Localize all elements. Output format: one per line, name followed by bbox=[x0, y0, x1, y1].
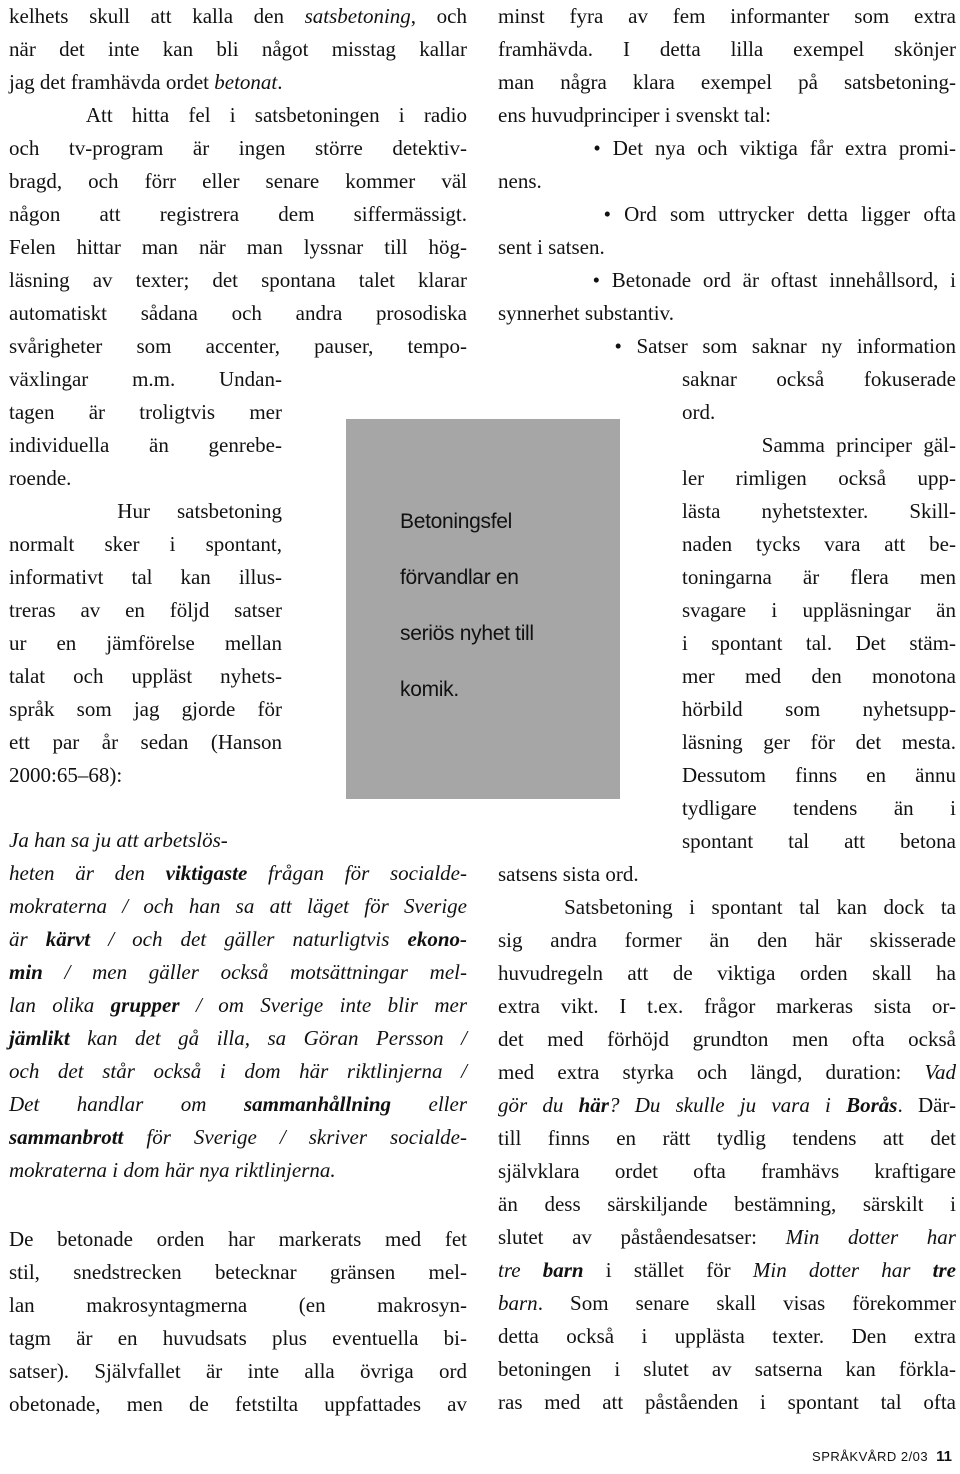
text-line: minst fyra av fem informanter som extra bbox=[498, 4, 956, 28]
text-line: i spontant tal. Det stäm- bbox=[682, 631, 956, 655]
pull-quote-line: Betoningsfel bbox=[400, 510, 512, 533]
text-line: heten är den viktigaste frågan för socialde- bbox=[9, 861, 467, 885]
text-line: sammanbrott för Sverige / skriver socialde- bbox=[9, 1125, 467, 1149]
pull-quote-line: seriös nyhet till bbox=[400, 622, 534, 645]
text-line: läsning av texter; det spontana talet klarar bbox=[9, 268, 467, 292]
text-line: hörbild som nyhetsupp- bbox=[682, 697, 956, 721]
text-line: roende. bbox=[9, 466, 72, 490]
text-line: läsning ger för det mesta. bbox=[682, 730, 956, 754]
text-line: och tv-program är ingen större detektiv- bbox=[9, 136, 467, 160]
text-line: ord. bbox=[682, 400, 716, 424]
text-line: framhävda. I detta lilla exempel skönjer bbox=[498, 37, 956, 61]
text-line: informativt tal kan illus- bbox=[9, 565, 282, 589]
text-line: lan olika grupper / om Sverige inte blir mer bbox=[9, 993, 467, 1017]
text-line: ras med att påståenden i spontant tal ofta bbox=[498, 1390, 956, 1414]
text-line: självklara ordet ofta framhävs kraftigare bbox=[498, 1159, 956, 1183]
magazine-issue: SPRÅKVÅRD 2/03 bbox=[812, 1449, 929, 1464]
text-line: betoningen i slutet av satserna kan förkla- bbox=[498, 1357, 956, 1381]
text-line: till finns en rätt tydlig tendens att det bbox=[498, 1126, 956, 1150]
text-line: naden tycks vara att be- bbox=[682, 532, 956, 556]
text-line: automatiskt sådana och andra prosodiska bbox=[9, 301, 467, 325]
text-line: extra vikt. I t.ex. frågor markeras sista or- bbox=[498, 994, 956, 1018]
text-line: • Betonade ord är oftast innehållsord, i bbox=[498, 268, 956, 292]
text-line: tre barn i stället för Min dotter har tre bbox=[498, 1258, 956, 1282]
text-line: saknar också fokuserade bbox=[682, 367, 956, 391]
text-line: ler rimligen också upp- bbox=[682, 466, 956, 490]
text-line: individuella än genrebe- bbox=[9, 433, 282, 457]
text-line: kelhets skull att kalla den satsbetoning, och bbox=[9, 4, 467, 28]
text-line: lan makrosyntagmerna (en makrosyn- bbox=[9, 1293, 467, 1317]
text-line: • Satser som saknar ny information bbox=[498, 334, 956, 358]
text-line: nens. bbox=[498, 169, 542, 193]
text-line: tagm är en huvudsats plus eventuella bi- bbox=[9, 1326, 467, 1350]
text-line: synnerhet substantiv. bbox=[498, 301, 674, 325]
text-line: Ja han sa ju att arbetslös- bbox=[9, 828, 228, 852]
text-line: mokraterna i dom här nya riktlinjerna. bbox=[9, 1158, 336, 1182]
text-line: satser). Självfallet är inte alla övriga ord bbox=[9, 1359, 467, 1383]
text-line: normalt sker i spontant, bbox=[9, 532, 282, 556]
text-line: spontant tal att betona bbox=[682, 829, 956, 853]
text-line: med extra styrka och längd, duration: Vad bbox=[498, 1060, 956, 1084]
text-line: bragd, och förr eller senare kommer väl bbox=[9, 169, 467, 193]
text-line: när det inte kan bli något misstag kallar bbox=[9, 37, 467, 61]
text-line: talat och uppläst nyhets- bbox=[9, 664, 282, 688]
text-line: växlingar m.m. Undan- bbox=[9, 367, 282, 391]
text-line: Att hitta fel i satsbetoningen i radio bbox=[9, 103, 467, 127]
text-line: språk som jag gjorde för bbox=[9, 697, 282, 721]
text-line: huvudregeln att de viktiga orden skall ha bbox=[498, 961, 956, 985]
text-line: obetonade, men de fetstilta uppfattades av bbox=[9, 1392, 467, 1416]
text-line: jämlikt kan det gå illa, sa Göran Persson / bbox=[9, 1026, 467, 1050]
text-line: treras av en följd satser bbox=[9, 598, 282, 622]
text-line: sig andra former än den här skisserade bbox=[498, 928, 956, 952]
text-line: än dess särskiljande bestämning, särskilt i bbox=[498, 1192, 956, 1216]
text-line: ur en jämförelse mellan bbox=[9, 631, 282, 655]
text-line: Dessutom finns en ännu bbox=[682, 763, 956, 787]
text-line: sent i satsen. bbox=[498, 235, 605, 259]
text-line: tagen är troligtvis mer bbox=[9, 400, 282, 424]
text-line: Satsbetoning i spontant tal kan dock ta bbox=[498, 895, 956, 919]
text-line: detta också i upplästa texter. Den extra bbox=[498, 1324, 956, 1348]
text-line: De betonade orden har markerats med fet bbox=[9, 1227, 467, 1251]
text-line: jag det framhävda ordet betonat. bbox=[9, 70, 283, 94]
text-line: gör du här? Du skulle ju vara i Borås. Där- bbox=[498, 1093, 956, 1117]
text-line: tydligare tendens än i bbox=[682, 796, 956, 820]
text-line: det med förhöjd grundton men ofta också bbox=[498, 1027, 956, 1051]
text-line: stil, snedstrecken betecknar gränsen mel- bbox=[9, 1260, 467, 1284]
page-footer bbox=[812, 1448, 952, 1466]
text-line: Det handlar om sammanhållning eller bbox=[9, 1092, 468, 1116]
text-line: slutet av påståendesatser: Min dotter har bbox=[498, 1225, 956, 1249]
text-line: mokraterna / och han sa att läget för Sverige bbox=[9, 894, 467, 918]
pull-quote-box bbox=[346, 419, 620, 799]
page-number: 11 bbox=[936, 1448, 952, 1465]
text-line: Felen hittar man när man lyssnar till hög- bbox=[9, 235, 467, 259]
text-line: och det står också i dom här riktlinjerna / bbox=[9, 1059, 467, 1083]
text-line: toningarna är flera men bbox=[682, 565, 956, 589]
text-line: • Ord som uttrycker detta ligger ofta bbox=[498, 202, 956, 226]
text-line: ett par år sedan (Hanson bbox=[9, 730, 282, 754]
text-line: ens huvudprinciper i svenskt tal: bbox=[498, 103, 771, 127]
text-line: är kärvt / och det gäller naturligtvis ekono- bbox=[9, 927, 467, 951]
text-line: barn. Som senare skall visas förekommer bbox=[498, 1291, 956, 1315]
text-line: svagare i uppläsningar än bbox=[682, 598, 956, 622]
text-line: svårigheter som accenter, pauser, tempo- bbox=[9, 334, 467, 358]
text-line: • Det nya och viktiga får extra promi- bbox=[498, 136, 956, 160]
text-line: 2000:65–68): bbox=[9, 763, 123, 787]
text-line: någon att registrera dem siffermässigt. bbox=[9, 202, 467, 226]
text-line: mer med den monotona bbox=[682, 664, 956, 688]
text-line: Hur satsbetoning bbox=[9, 499, 282, 523]
pull-quote-line: komik. bbox=[400, 678, 459, 701]
pull-quote-line: förvandlar en bbox=[400, 566, 519, 589]
text-line: satsens sista ord. bbox=[498, 862, 639, 886]
text-line: lästa nyhetstexter. Skill- bbox=[682, 499, 956, 523]
text-line: man några klara exempel på satsbetoning- bbox=[498, 70, 956, 94]
text-line: min / men gäller också motsättningar mel- bbox=[9, 960, 467, 984]
text-line: Samma principer gäl- bbox=[682, 433, 956, 457]
